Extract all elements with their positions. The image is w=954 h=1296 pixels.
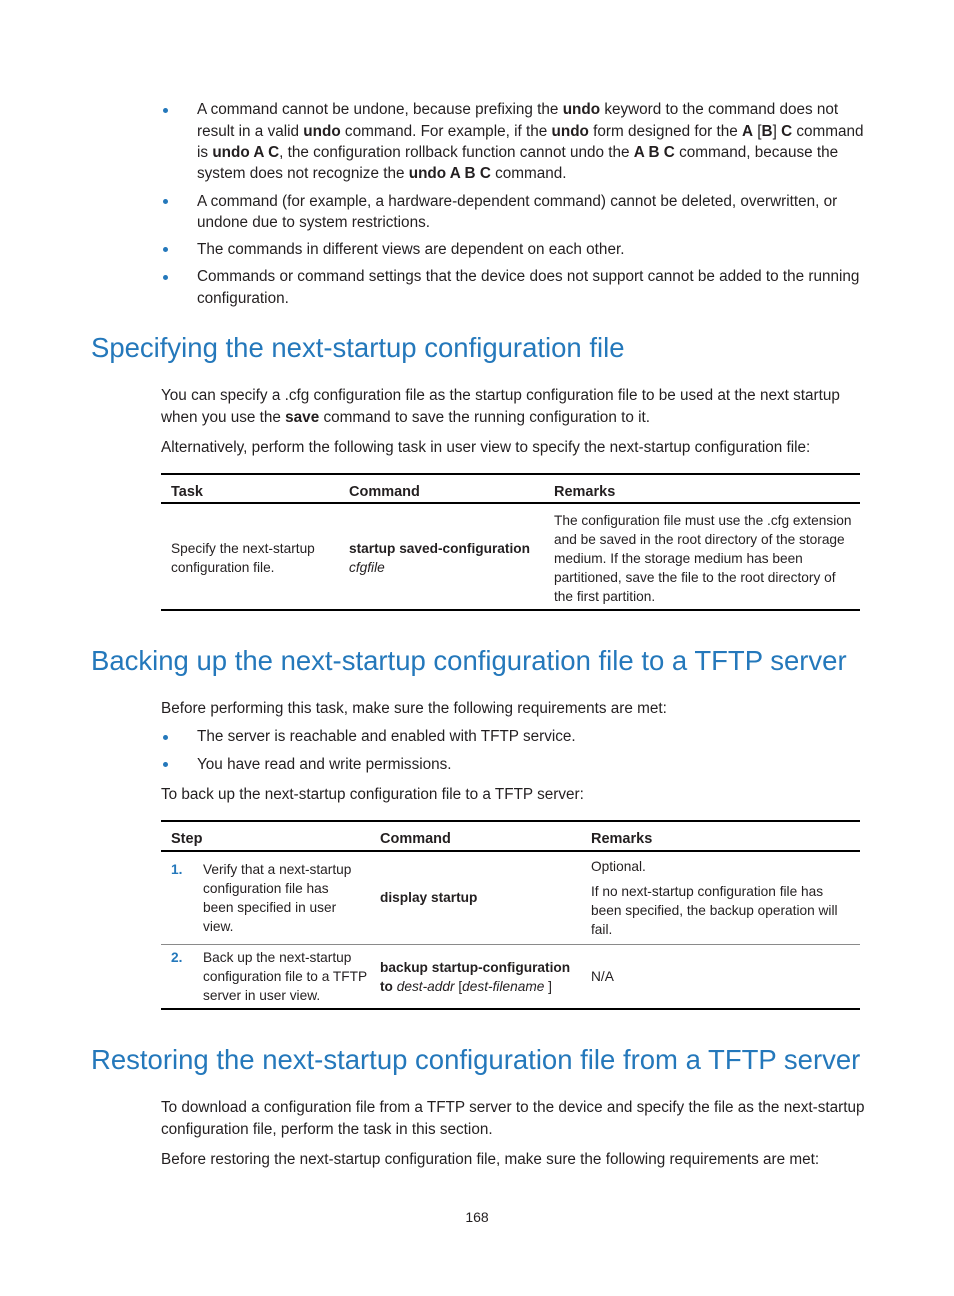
text-line bbox=[591, 920, 857, 939]
text-line bbox=[197, 726, 576, 747]
text-run: Optional. bbox=[591, 858, 646, 874]
step-number: 1. bbox=[171, 861, 183, 877]
step-content bbox=[171, 860, 351, 936]
table-cell-task bbox=[171, 504, 341, 609]
section-heading-restore: Restoring the next-startup configuration file from a TFTP server bbox=[91, 1044, 861, 1075]
text-run: undone due to system restrictions. bbox=[197, 213, 430, 231]
text-run: Verify that a next-startup bbox=[203, 861, 352, 877]
text-run: command to save the running configuration to it. bbox=[319, 408, 650, 426]
bullet-icon bbox=[163, 762, 168, 767]
bullet-text bbox=[197, 754, 576, 775]
text-line bbox=[197, 754, 576, 775]
bold-text: to bbox=[380, 978, 393, 994]
text-run: , the configuration rollback function cannot undo the bbox=[279, 143, 634, 161]
bullet-icon bbox=[163, 735, 168, 740]
table-bottom-rule bbox=[161, 1008, 860, 1010]
text-line bbox=[349, 539, 549, 558]
bullet-item bbox=[161, 239, 864, 260]
text-line bbox=[197, 239, 864, 260]
text-run: [ bbox=[454, 978, 463, 994]
table-cell-remarks bbox=[554, 504, 856, 609]
text-line bbox=[161, 437, 810, 458]
step-content bbox=[171, 948, 367, 1005]
text-line bbox=[554, 568, 856, 587]
intro-bullet-list bbox=[161, 99, 864, 315]
bullet-item bbox=[161, 754, 576, 775]
text-line bbox=[197, 191, 864, 212]
text-line bbox=[203, 898, 351, 917]
text-run: ] bbox=[772, 122, 782, 140]
text-run: and be saved in the root directory of the storage bbox=[554, 531, 845, 547]
text-line bbox=[591, 882, 857, 901]
table-cell-step-1 bbox=[171, 852, 371, 945]
text-line bbox=[197, 288, 864, 309]
bullet-icon bbox=[163, 199, 168, 204]
bold-text: startup saved-configuration bbox=[349, 541, 530, 556]
step-number: 2. bbox=[171, 950, 183, 965]
text-line bbox=[171, 539, 341, 558]
table-cell-remarks bbox=[591, 945, 857, 1008]
text-line bbox=[197, 266, 864, 287]
bullet-text bbox=[197, 266, 864, 309]
specify-config-table bbox=[161, 473, 860, 611]
text-line bbox=[554, 511, 856, 530]
bullet-icon bbox=[163, 275, 168, 280]
text-run: Before performing this task, make sure the following requirements are met: bbox=[161, 700, 667, 718]
bold-text: undo A C bbox=[212, 143, 280, 161]
text-line bbox=[203, 917, 351, 936]
text-line bbox=[161, 1119, 864, 1140]
text-run: To back up the next-startup configuration file to a TFTP server: bbox=[161, 786, 584, 804]
table-header-command: Command bbox=[380, 831, 451, 847]
text-line bbox=[203, 967, 367, 986]
text-line bbox=[349, 558, 549, 577]
paragraph-specify-intro bbox=[161, 385, 840, 428]
table-cell-command bbox=[349, 504, 549, 609]
text-line bbox=[380, 958, 585, 977]
bold-text: A B C bbox=[633, 143, 675, 161]
text-line bbox=[197, 99, 864, 120]
paragraph-task-intro bbox=[161, 437, 810, 458]
text-run: If no next-startup configuration file has bbox=[591, 883, 824, 899]
section-heading-specify: Specifying the next-startup configuration file bbox=[91, 332, 625, 363]
table-top-rule bbox=[161, 820, 860, 822]
text-line bbox=[197, 121, 864, 142]
text-line bbox=[591, 967, 857, 986]
text-line bbox=[197, 163, 864, 184]
paragraph-procedure-intro bbox=[161, 784, 584, 805]
text-line bbox=[554, 530, 856, 549]
bold-text: undo bbox=[551, 122, 589, 140]
section-heading-backup: Backing up the next-startup configuration file to a TFTP server bbox=[91, 645, 847, 676]
paragraph-restore-intro bbox=[161, 1097, 864, 1140]
text-run: Specify the next-startup bbox=[171, 541, 315, 556]
text-run: when you use the bbox=[161, 408, 286, 426]
remarks-paragraph bbox=[591, 882, 857, 939]
bold-text: backup startup-configuration bbox=[380, 959, 571, 975]
bullet-icon bbox=[163, 247, 168, 252]
bullet-item bbox=[161, 99, 864, 184]
bold-text: undo A B C bbox=[408, 165, 491, 183]
text-line bbox=[161, 407, 840, 428]
text-run: the first partition. bbox=[554, 588, 656, 604]
text-run: You can specify a .cfg configuration file as the startup configuration file to be used at the next startup bbox=[161, 387, 840, 405]
text-line bbox=[203, 986, 367, 1005]
bullet-icon bbox=[163, 108, 168, 113]
bold-text: undo bbox=[562, 101, 601, 119]
paragraph-backup-requirements-intro bbox=[161, 698, 667, 719]
text-line bbox=[161, 385, 840, 406]
paragraph-restore-requirements-intro bbox=[161, 1149, 819, 1170]
text-line bbox=[161, 1149, 819, 1170]
bullet-text bbox=[197, 726, 576, 747]
text-run: Alternatively, perform the following task in user view to specify the next-startup configuration file: bbox=[161, 439, 811, 457]
page-number: 168 bbox=[465, 1209, 489, 1225]
text-run: configuration file. bbox=[171, 560, 275, 575]
table-header-command: Command bbox=[349, 484, 420, 500]
table-header-step: Step bbox=[171, 831, 203, 847]
text-run: been specified in user bbox=[203, 899, 337, 915]
backup-steps-table bbox=[161, 820, 860, 1010]
text-run: command. For example, if the bbox=[340, 122, 552, 140]
bullet-item bbox=[161, 191, 864, 234]
text-run: medium. If the storage medium has been bbox=[554, 550, 803, 566]
bold-text: B bbox=[761, 122, 773, 140]
text-run: configuration. bbox=[197, 289, 289, 307]
text-line bbox=[203, 860, 351, 879]
table-bottom-rule bbox=[161, 609, 860, 611]
bullet-item bbox=[161, 266, 864, 309]
text-line bbox=[161, 784, 584, 805]
text-run: The configuration file must use the .cfg extension bbox=[554, 512, 852, 528]
italic-text: dest-filename bbox=[462, 978, 545, 994]
text-run: keyword to the command does not bbox=[600, 101, 839, 119]
text-line bbox=[161, 698, 667, 719]
table-header-remarks: Remarks bbox=[554, 484, 616, 500]
table-cell-step-2 bbox=[171, 945, 371, 1008]
text-line bbox=[171, 558, 341, 577]
bold-text: undo bbox=[303, 122, 341, 140]
bold-text: display startup bbox=[380, 890, 478, 906]
text-run: A command cannot be undone, because prefixing the bbox=[197, 101, 563, 119]
table-cell-remarks bbox=[591, 852, 857, 945]
bold-text: save bbox=[285, 408, 320, 426]
table-top-rule bbox=[161, 473, 860, 475]
text-run: view. bbox=[203, 918, 234, 934]
text-run: [ bbox=[753, 122, 762, 140]
text-run: configuration file to a TFTP bbox=[203, 969, 368, 984]
requirements-bullet-list bbox=[161, 726, 576, 781]
step-description bbox=[203, 948, 367, 1005]
bullet-text bbox=[197, 239, 864, 260]
text-run: system does not recognize the bbox=[197, 165, 409, 183]
bullet-text bbox=[197, 191, 864, 234]
table-cell-command bbox=[380, 852, 585, 945]
text-run: configuration file has bbox=[203, 880, 329, 896]
text-line bbox=[197, 212, 864, 233]
text-run: You have read and write permissions. bbox=[197, 755, 452, 773]
text-line bbox=[380, 977, 585, 996]
text-run: been specified, the backup operation will bbox=[591, 902, 838, 918]
text-run: ] bbox=[544, 978, 552, 994]
text-line bbox=[591, 901, 857, 920]
bullet-item bbox=[161, 726, 576, 747]
text-run: command, because the bbox=[674, 143, 839, 161]
text-run: The commands in different views are dependent on each other. bbox=[197, 241, 625, 259]
text-run: command. bbox=[490, 165, 567, 183]
text-line bbox=[161, 1097, 864, 1118]
text-line bbox=[554, 587, 856, 606]
table-header-task: Task bbox=[171, 484, 203, 500]
remarks-paragraph bbox=[591, 967, 857, 986]
bold-text: A bbox=[741, 122, 754, 140]
text-run: fail. bbox=[591, 921, 613, 937]
text-line bbox=[554, 549, 856, 568]
text-line bbox=[203, 879, 351, 898]
text-run: is bbox=[197, 143, 213, 161]
italic-text: cfgfile bbox=[349, 560, 385, 575]
text-run: configuration file, perform the task in this section. bbox=[161, 1120, 493, 1138]
text-run: Before restoring the next-startup configuration file, make sure the following requirements are met: bbox=[161, 1151, 820, 1169]
text-run: form designed for the bbox=[588, 122, 742, 140]
table-header-remarks: Remarks bbox=[591, 831, 653, 847]
text-run: server in user view. bbox=[203, 988, 321, 1003]
table-cell-command bbox=[380, 945, 585, 1008]
remarks-paragraph bbox=[591, 857, 857, 876]
step-description bbox=[203, 860, 351, 936]
text-line bbox=[203, 948, 367, 967]
text-run: Commands or command settings that the device does not support cannot be added to the running bbox=[197, 268, 860, 286]
text-run: command bbox=[792, 122, 864, 140]
text-line bbox=[591, 857, 857, 876]
bold-text: C bbox=[781, 122, 793, 140]
text-run: Back up the next-startup bbox=[203, 950, 352, 965]
text-run: A command (for example, a hardware-dependent command) cannot be deleted, overwritten, or bbox=[197, 192, 838, 210]
text-run: N/A bbox=[591, 969, 614, 984]
text-line bbox=[380, 888, 585, 907]
text-run: The server is reachable and enabled with TFTP service. bbox=[197, 728, 576, 746]
italic-text: dest-addr bbox=[396, 978, 455, 994]
text-run: result in a valid bbox=[197, 122, 304, 140]
text-line bbox=[197, 142, 864, 163]
text-run: partitioned, save the file to the root directory of bbox=[554, 569, 836, 585]
bullet-text bbox=[197, 99, 864, 184]
text-run: To download a configuration file from a TFTP server to the device and specify the file as the next-startup bbox=[161, 1099, 865, 1117]
